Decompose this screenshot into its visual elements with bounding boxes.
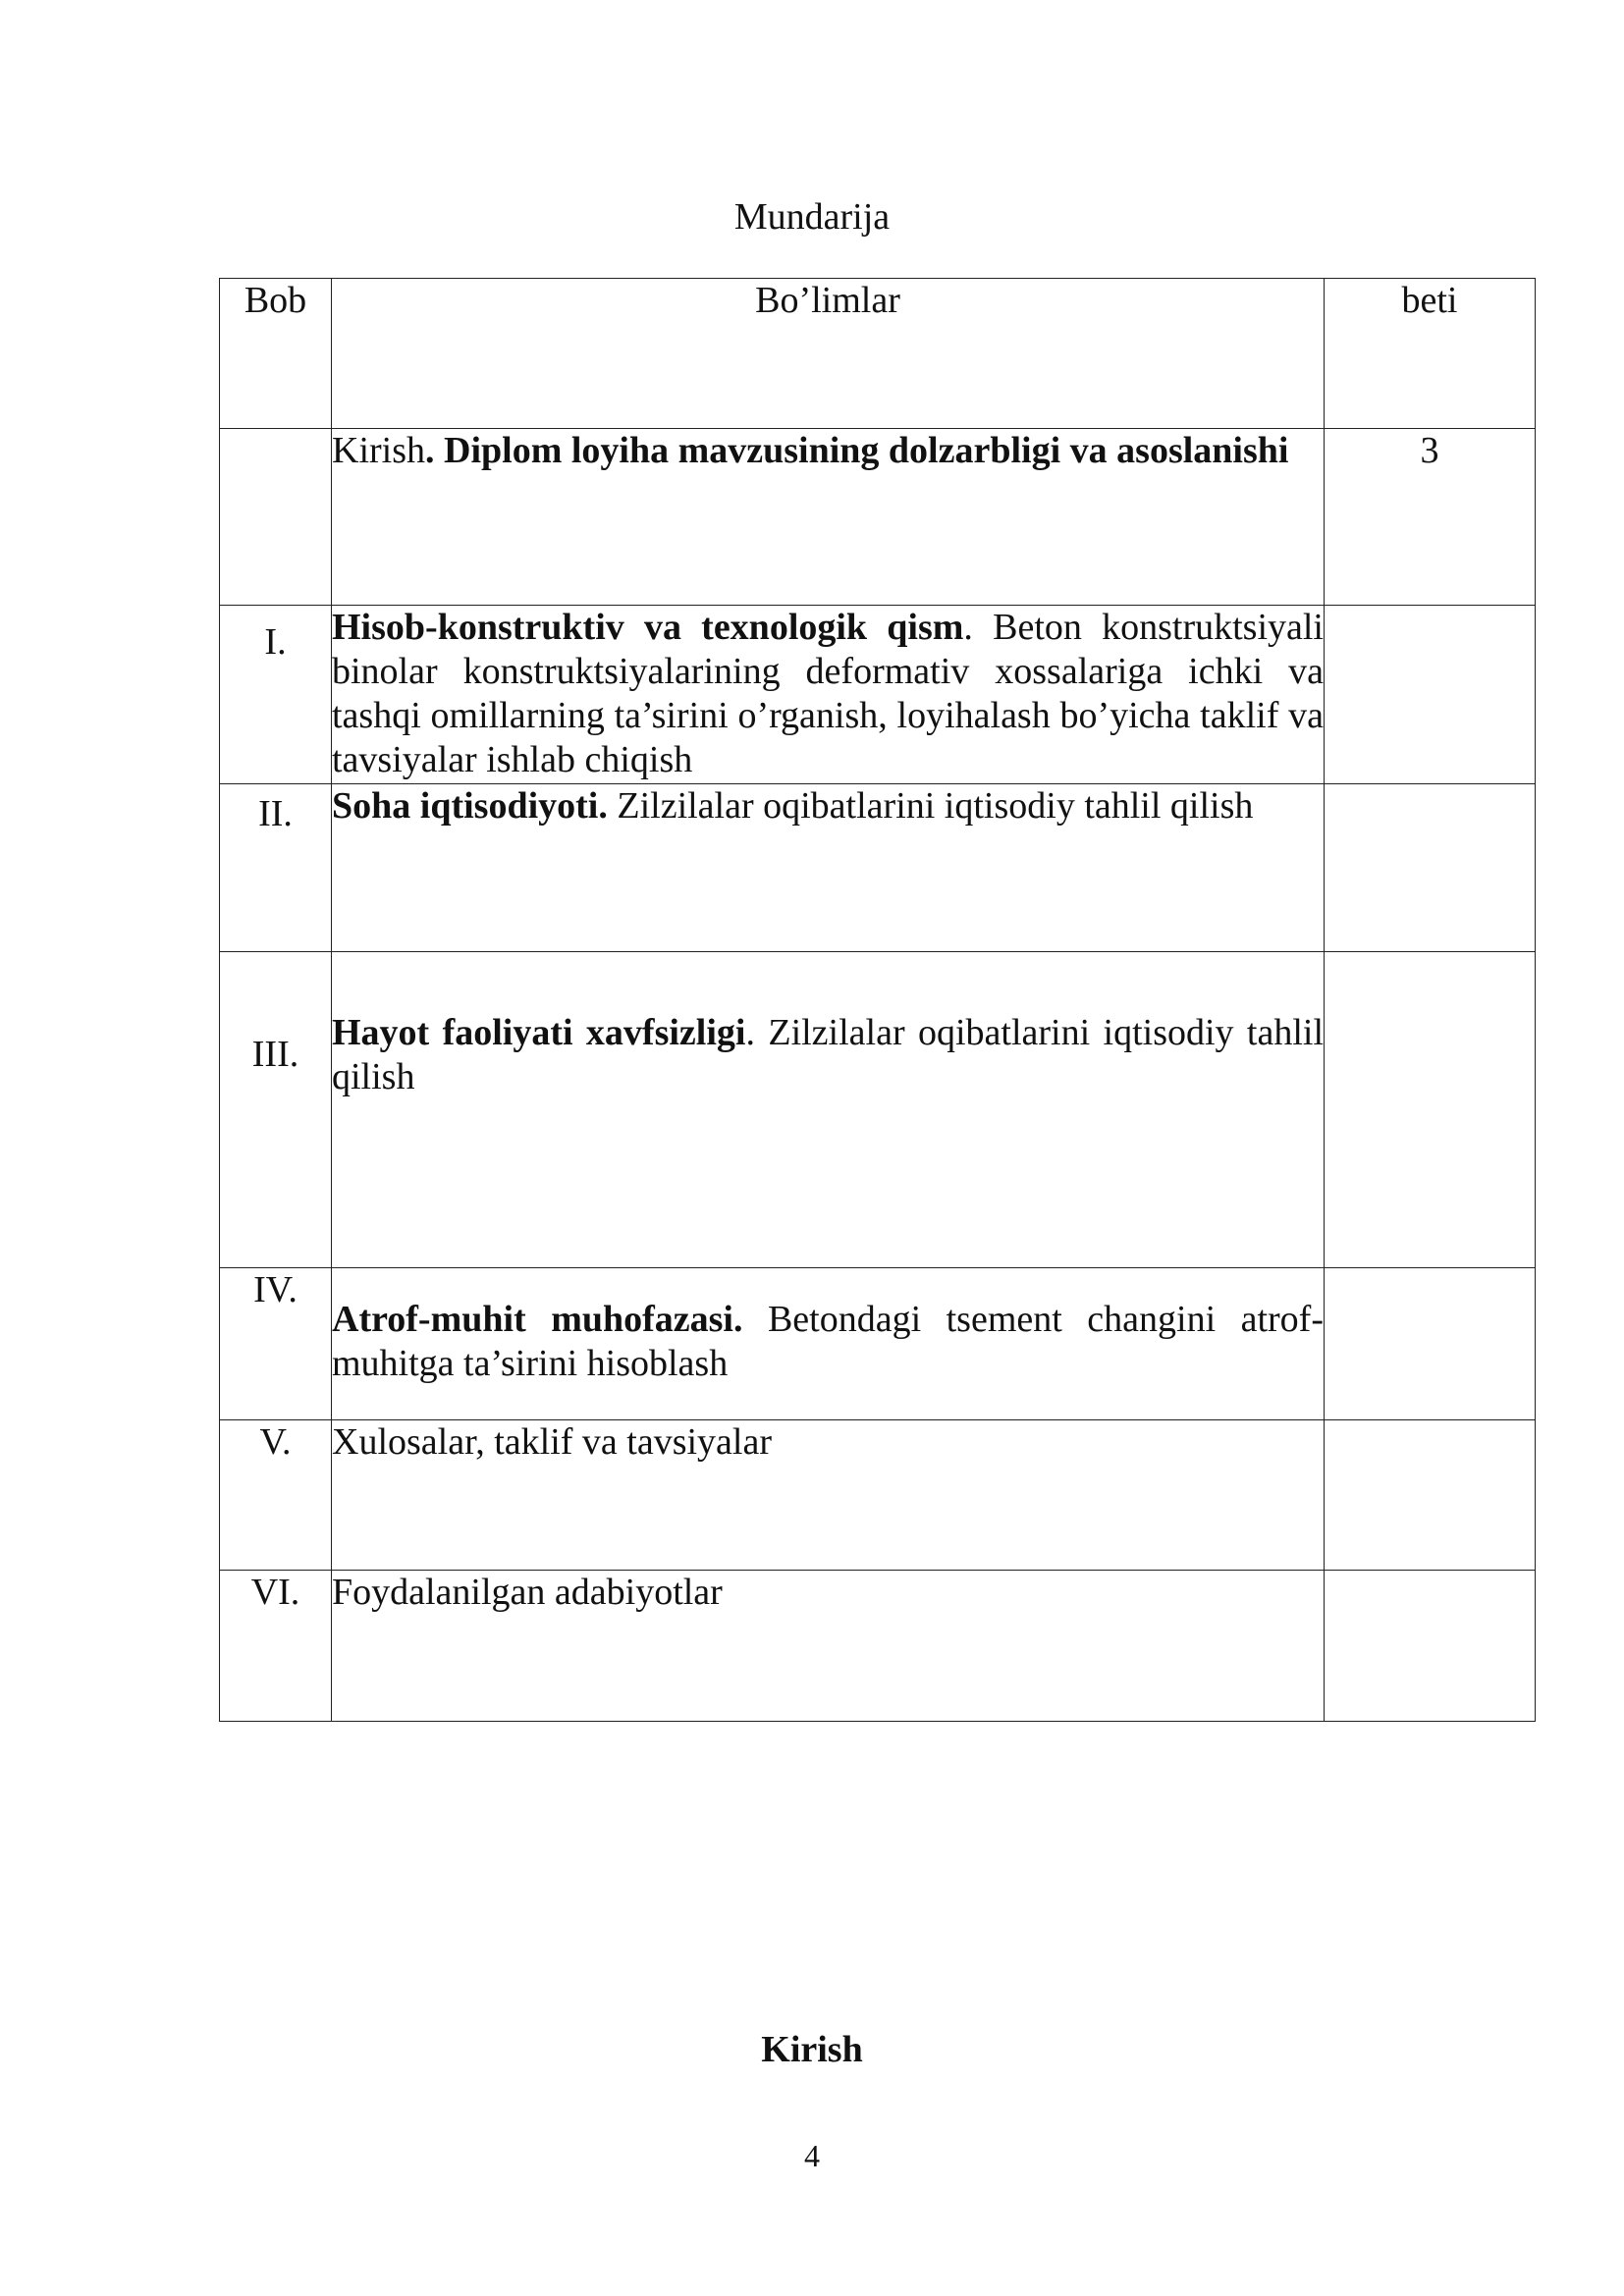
section-title: Hayot faoliyati xavfsizligi	[332, 1012, 746, 1053]
row-chapter: II.	[220, 784, 332, 952]
row-page	[1325, 1268, 1536, 1420]
row-section	[332, 952, 1325, 1268]
row-chapter: I.	[220, 606, 332, 784]
row-page	[1325, 784, 1536, 952]
row-page: 3	[1325, 429, 1536, 606]
row-page	[1325, 1571, 1536, 1722]
table-row	[220, 1420, 1536, 1571]
section-description: Betondagi tsement changini atrof-muhitga ta’sirini hisoblash	[332, 1299, 1324, 1384]
header-bob: Bob	[220, 279, 332, 429]
row-section	[332, 1420, 1325, 1571]
section-description: . Beton konstruktsiyali binolar konstruktsiyalarining deformativ xossalariga ichki va tashqi omillarning ta’sirini o’rganish, loyihalash bo’yicha taklif va tavsiyalar ishlab chiqish	[332, 607, 1324, 780]
row-page	[1325, 606, 1536, 784]
section-lead: Foydalanilgan adabiyotlar	[332, 1572, 723, 1613]
table-row	[220, 952, 1536, 1268]
page-number: 4	[804, 2138, 820, 2173]
row-section	[332, 606, 1325, 784]
table-row	[220, 1571, 1536, 1722]
table-row	[220, 429, 1536, 606]
row-chapter: V.	[220, 1420, 332, 1571]
header-sections: Bo’limlar	[332, 279, 1325, 429]
section-title: Hisob-konstruktiv va texnologik qism	[332, 607, 964, 648]
section-description: . Zilzilalar oqibatlarini iqtisodiy tahlil qilish	[332, 1012, 1325, 1097]
section-lead: Xulosalar, taklif va tavsiyalar	[332, 1421, 772, 1463]
row-chapter: VI.	[220, 1571, 332, 1722]
section-title: . Diplom loyiha mavzusining dolzarbligi va asoslanishi	[425, 430, 1289, 471]
kirish-heading: Kirish	[761, 2029, 863, 2070]
toc-table	[219, 278, 1536, 1722]
row-page	[1325, 952, 1536, 1268]
table-row	[220, 606, 1536, 784]
row-section	[332, 429, 1325, 606]
row-chapter: III.	[220, 952, 332, 1268]
table-header-row	[220, 279, 1536, 429]
row-chapter	[220, 429, 332, 606]
table-row	[220, 784, 1536, 952]
section-title: Soha iqtisodiyoti.	[332, 785, 608, 827]
row-section	[332, 784, 1325, 952]
section-lead: Kirish	[332, 430, 425, 471]
section-description: Zilzilalar oqibatlarini iqtisodiy tahlil qilish	[607, 785, 1254, 827]
row-chapter: IV.	[220, 1268, 332, 1420]
table-row	[220, 1268, 1536, 1420]
row-section	[332, 1571, 1325, 1722]
toc-title: Mundarija	[733, 196, 891, 238]
row-page	[1325, 1420, 1536, 1571]
section-title: Atrof-muhit muhofazasi.	[332, 1299, 743, 1340]
header-page: beti	[1325, 279, 1536, 429]
row-section	[332, 1268, 1325, 1420]
